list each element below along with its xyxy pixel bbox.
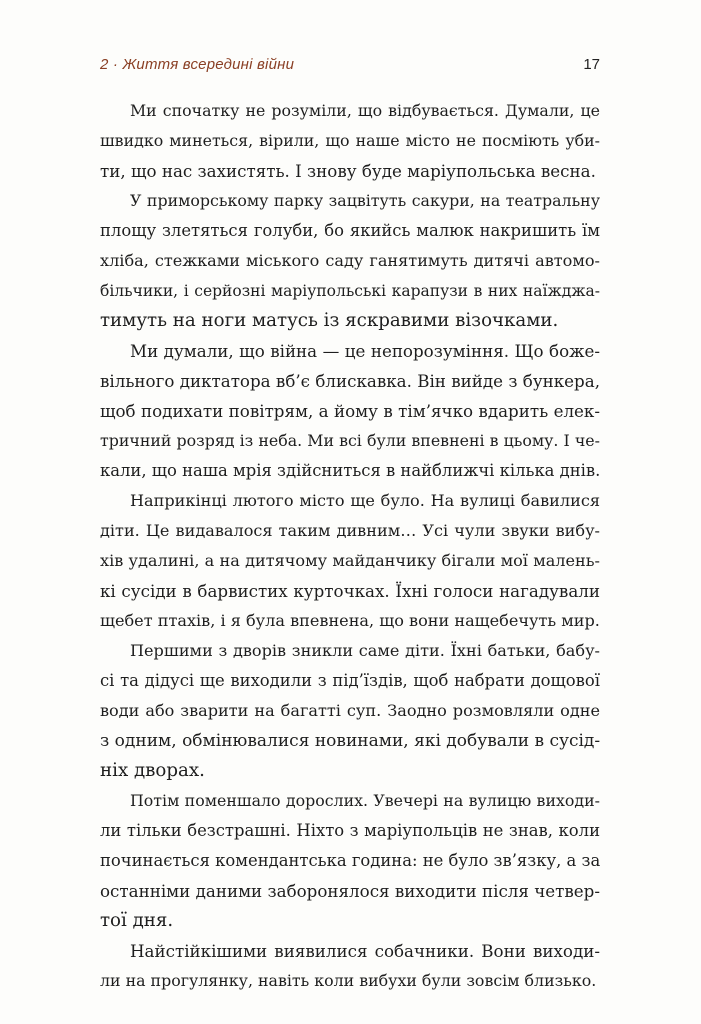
- text-line: ли тільки безстрашні. Ніхто з маріупольців не знав, коли: [100, 821, 600, 840]
- text-line: починається комендантська година: не було зв’язку, а за: [100, 851, 601, 870]
- text-line: діти. Це видавалося таким дивним… Усі чули звуки вибу-: [100, 521, 600, 540]
- running-head: [100, 56, 600, 80]
- text-line: тричний розряд із неба. Ми всі були впевнені в цьому. І че-: [100, 431, 600, 450]
- text-line: ли на прогулянку, навіть коли вибухи були зовсім близько.: [100, 971, 597, 990]
- paragraph: [100, 186, 600, 336]
- body-text: [100, 96, 600, 996]
- text-line: більчики, і серйозні маріупольські карапузи в них наїжджа-: [100, 282, 600, 300]
- paragraph: [100, 786, 600, 936]
- text-line: кі сусіди в барвистих курточках. Їхні голоси нагадували: [100, 581, 600, 601]
- text-line: Потім поменшало дорослих. Увечері на вулицю виходи-: [130, 791, 600, 810]
- text-line: останніми даними заборонялося виходити після четвер-: [100, 881, 600, 901]
- text-line: з одним, обмінювалися новинами, які добували в сусід-: [100, 731, 601, 751]
- text-line: Ми спочатку не розуміли, що відбувається. Думали, це: [130, 101, 600, 120]
- page-number: 17: [583, 56, 600, 73]
- text-line: Найстійкішими виявилися собачники. Вони виходи-: [130, 941, 600, 961]
- paragraph: [100, 636, 600, 786]
- paragraph: [100, 486, 600, 636]
- chapter-title: 2 · Життя всередині війни: [100, 56, 295, 73]
- text-line: щоб подихати повітрям, а йому в тім’ячко вдарить елек-: [100, 401, 600, 421]
- text-line: площу злетяться голуби, бо якийсь малюк накришить їм: [100, 221, 600, 240]
- paragraph: [100, 336, 600, 486]
- paragraph: [100, 936, 600, 996]
- text-line: хліба, стежками міського саду ганятимуть дитячі автомо-: [100, 251, 600, 270]
- paragraph: [100, 96, 600, 186]
- text-line: тимуть на ноги матусь із яскравими візочками.: [100, 310, 559, 331]
- text-line: ніх дворах.: [100, 760, 205, 781]
- text-line: Ми думали, що війна — це непорозуміння. Що боже-: [130, 341, 600, 361]
- text-line: вільного диктатора вб’є блискавка. Він вийде з бункера,: [100, 371, 600, 391]
- text-line: щебет птахів, і я була впевнена, що вони нащебечуть мир.: [100, 611, 600, 630]
- text-line: води або зварити на багатті суп. Заодно розмовляли одне: [100, 701, 600, 720]
- text-line: тої дня.: [100, 910, 174, 931]
- text-line: У приморському парку зацвітуть сакури, на театральну: [130, 191, 600, 210]
- text-line: швидко минеться, вірили, що наше місто не посміють уби-: [100, 131, 600, 150]
- text-line: сі та дідусі ще виходили з під’їздів, щоб набрати дощової: [100, 671, 600, 690]
- text-line: хів удалині, а на дитячому майданчику бігали мої малень-: [100, 551, 600, 570]
- text-line: кали, що наша мрія здійсниться в найближчі кілька днів.: [100, 461, 601, 480]
- text-line: Наприкінці лютого місто ще було. На вулиці бавилися: [130, 491, 600, 510]
- text-line: Першими з дворів зникли саме діти. Їхні батьки, бабу-: [130, 641, 600, 660]
- text-line: ти, що нас захистять. І знову буде маріупольська весна.: [100, 161, 596, 181]
